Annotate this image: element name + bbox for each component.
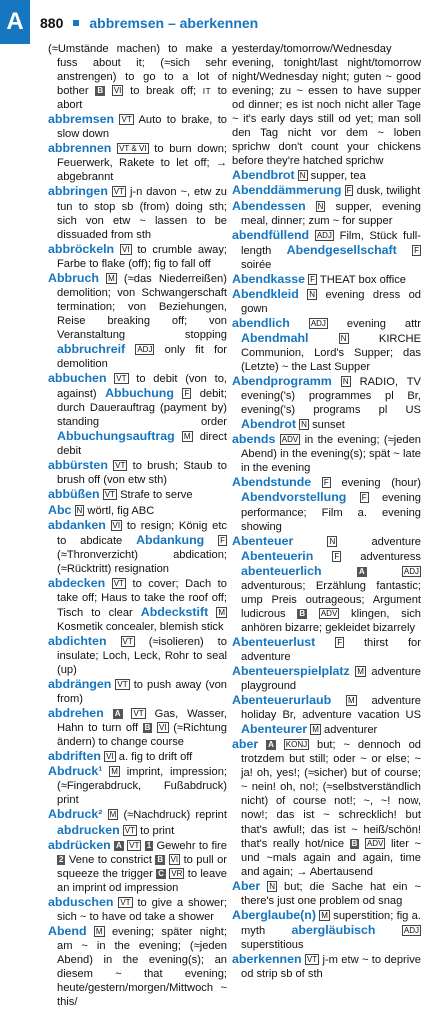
definition: KIRCHE Communion, Lord's Supper; das (Letzte) ~ the Last Supper	[241, 332, 421, 374]
definition: to give a shower; sich ~ to have od take a shower	[57, 896, 227, 923]
headword: abduschen	[48, 894, 114, 909]
definition: Auto to brake, to slow down	[57, 114, 227, 141]
headword: abbruchreif	[57, 341, 126, 356]
letter-tab-label: A	[6, 8, 24, 35]
entry	[232, 199, 421, 228]
grammar-label: KONJ	[285, 740, 308, 750]
grammar-label: N	[76, 505, 83, 515]
headword: abbrennen	[48, 141, 112, 156]
headword: Abbuchungsauftrag	[57, 429, 175, 444]
letter-tab	[0, 0, 30, 44]
entry	[232, 737, 421, 878]
grammar-label: VT	[120, 897, 131, 907]
definition: adventurer	[324, 724, 378, 737]
grammar-label: VT	[121, 115, 132, 125]
headword: aber	[232, 737, 259, 752]
grammar-label: VT	[113, 187, 125, 197]
headword: Abendprogramm	[232, 374, 332, 389]
definition: to brush; Staub to brush off (von etw sth)	[57, 460, 227, 487]
grammar-label: VI	[113, 86, 122, 96]
grammar-label: M	[347, 696, 355, 706]
page-range: abbremsen – aberkennen	[89, 15, 259, 31]
headword: Abendstunde	[232, 475, 312, 490]
definition: debit; durch Dauerauftrag (payment by) standing order	[57, 388, 227, 429]
headword: Abend	[48, 923, 87, 938]
grammar-label: M	[109, 810, 117, 820]
definition: superstitious	[241, 938, 304, 951]
grammar-label: M	[111, 767, 118, 777]
headword: abends	[232, 432, 276, 447]
grammar-label: A	[114, 709, 121, 719]
definition: to cover; Dach to take off; Haus to take the roof off; Tisch to clear	[57, 577, 227, 619]
grammar-label: ADJ	[137, 344, 153, 354]
grammar-label: M	[183, 432, 191, 442]
definition: wörtl, fig ABC	[87, 504, 155, 517]
entry	[48, 458, 227, 487]
headword: abdriften	[48, 749, 102, 764]
headword: abdichten	[48, 633, 107, 648]
grammar-label: 1	[146, 840, 152, 850]
grammar-label: F	[310, 274, 316, 284]
definition: soirée	[241, 258, 272, 271]
grammar-label: F	[414, 245, 419, 255]
definition: Film, Stück full-length	[241, 229, 421, 257]
grammar-label: N	[299, 171, 306, 181]
grammar-label: 2	[59, 854, 64, 864]
headword: Aberglaube(n)	[232, 907, 316, 922]
definition: liter ~ und ~mals again and again, time and again; → Abertausend	[241, 837, 421, 878]
entry-continuation	[232, 42, 421, 168]
grammar-label: N	[309, 289, 315, 299]
grammar-label: F	[334, 551, 340, 561]
entry	[232, 287, 421, 316]
headword: Abendkasse	[232, 271, 306, 286]
definition: to crumble away; Farbe to flake (off); fig to fall off	[57, 243, 227, 270]
entry	[48, 371, 227, 458]
definition: to resign; König etc to abdicate	[57, 519, 227, 547]
grammar-label: ADV	[366, 838, 384, 848]
definition: evening performance; Film a. evening showing	[241, 492, 421, 533]
entry	[232, 693, 421, 737]
grammar-label: M	[218, 607, 225, 617]
grammar-label: VI	[159, 723, 167, 733]
entry	[232, 432, 421, 475]
headword: abendlich	[232, 315, 290, 330]
grammar-label: F	[337, 637, 343, 647]
grammar-label: F	[361, 493, 367, 503]
grammar-label: ADJ	[310, 318, 326, 328]
definition: yesterday/tomorrow/Wednesday evening, tonight/last night/tomorrow night/Wednesday night; guten ~ good evening; zu ~ essen to have supper od dinner; es ist noch nicht aller Tage ~ it's early days still od yet; man soll den Tag nicht vor dem ~ loben sprichw don't count your chickens before they're hatched sprichw	[232, 43, 421, 168]
definition: evening dress od gown	[241, 288, 421, 315]
entry	[48, 706, 227, 749]
grammar-label: VT	[129, 840, 140, 850]
entry	[232, 908, 421, 952]
headword: Abenteuerlust	[232, 634, 316, 649]
definition: Vene to constrict	[68, 853, 152, 866]
entry	[48, 112, 227, 141]
grammar-label: M	[312, 725, 319, 735]
definition: j-n davon ~, etw zu tun to stop sb (from) doing sth; sich von etw ~ lassen to be dissuaded from sth	[57, 186, 227, 241]
grammar-label: VT	[124, 825, 136, 835]
headword: abdecken	[48, 575, 106, 590]
grammar-label: VI	[106, 752, 114, 762]
grammar-label: VI	[170, 854, 179, 864]
grammar-label: B	[97, 86, 104, 96]
grammar-label: VT	[115, 461, 126, 471]
definition: to debit (von to, against)	[57, 373, 227, 401]
headword: Abdankung	[136, 532, 205, 547]
headword: Abendvorstellung	[241, 490, 347, 505]
grammar-label: N	[269, 881, 276, 891]
definition: imprint, impression; (≈Fingerabdruck, Fußabdruck) print	[57, 766, 227, 807]
headword: abbüßen	[48, 487, 100, 502]
grammar-label: VT & VI	[119, 144, 147, 154]
definition: to print	[140, 824, 175, 837]
grammar-label: VT	[113, 578, 124, 588]
left-column	[48, 42, 227, 1009]
headword: abendfüllend	[232, 227, 310, 242]
definition: evening; später night; am ~ in the evening; (≈jeden Abend) in the evening(s); an diesem ~ that evening; heute/gestern/morgen/Mittwoch ~ this/	[57, 925, 227, 1009]
definition: dusk, twilight	[356, 185, 421, 198]
definition: supper, tea	[310, 170, 366, 183]
headword: abdrehen	[48, 706, 104, 721]
grammar-label: VT	[104, 490, 115, 500]
headword: Abendkleid	[232, 286, 299, 301]
grammar-label: IT	[202, 86, 211, 97]
definition: superstition; fig a. myth	[241, 909, 421, 937]
entry	[48, 807, 227, 837]
definition: sunset	[312, 419, 345, 432]
definition: evening attr	[346, 317, 421, 330]
grammar-label: M	[95, 926, 103, 936]
headword: abbuchen	[48, 371, 107, 386]
entry	[48, 749, 227, 764]
entry	[232, 272, 421, 287]
grammar-label: VT	[116, 374, 127, 384]
definition: adventure holiday Br, adventure vacation US	[241, 695, 421, 722]
definition: adventure playground	[241, 666, 421, 693]
definition: (≈Nachdruck) reprint	[123, 809, 227, 822]
grammar-label: A	[268, 740, 274, 750]
grammar-label: B	[351, 838, 358, 848]
definition: direct debit	[57, 431, 227, 458]
definition: evening (hour)	[341, 477, 421, 490]
grammar-label: VT	[306, 954, 318, 964]
grammar-label: N	[329, 536, 336, 546]
grammar-label: ADJ	[403, 925, 419, 935]
entry	[232, 316, 421, 374]
entry	[48, 677, 227, 706]
entry-continuation	[48, 42, 227, 112]
definition: a. fig to drift off	[118, 751, 193, 764]
entry	[232, 664, 421, 693]
grammar-label: N	[317, 201, 324, 211]
grammar-label: VR	[171, 868, 183, 878]
entry	[48, 518, 227, 576]
grammar-label: B	[144, 723, 151, 733]
headword: Abbuchung	[105, 386, 174, 401]
headword: Abenteuerin	[241, 548, 314, 563]
grammar-label: VI	[112, 520, 121, 530]
headword: Abenddämmerung	[232, 183, 342, 198]
entry	[48, 271, 227, 371]
grammar-label: ADJ	[403, 566, 419, 576]
headword: Aber	[232, 878, 261, 893]
definition: Gewehr to fire	[156, 839, 227, 852]
entry	[48, 184, 227, 241]
definition: (≈isolieren) to insulate; Loch, Leck, Rohr to seal (up)	[57, 635, 227, 677]
definition: adventure	[371, 535, 421, 548]
headword: Abendmahl	[241, 330, 309, 345]
entry	[232, 374, 421, 432]
definition: to push away (von from)	[57, 679, 227, 706]
entry	[48, 895, 227, 924]
grammar-label: ADJ	[316, 230, 332, 240]
grammar-label: N	[340, 333, 347, 343]
grammar-label: F	[323, 478, 329, 488]
definition: THEAT box office	[319, 273, 406, 286]
entry	[232, 475, 421, 533]
entry	[48, 242, 227, 271]
page-header	[40, 13, 419, 33]
definition: (≈Richtung ändern) to change course	[57, 722, 227, 749]
headword: Abendgesellschaft	[286, 242, 397, 257]
headword: Abendrot	[241, 417, 297, 432]
headword: Abdeckstift	[140, 604, 209, 619]
grammar-label: VT	[117, 680, 128, 690]
definition: Kosmetik concealer, blemish stick	[57, 620, 224, 633]
entry	[232, 534, 421, 635]
definition: to pull or squeeze the trigger	[57, 853, 227, 880]
definition: j-m etw ~ to deprive od strip sb of sth	[241, 953, 421, 980]
entry	[48, 141, 227, 184]
headword: abdrücken	[48, 837, 111, 852]
definition: but; ~ dennoch od trotzdem but still; oder ~ or else; ~ ja! oh, yes!; (≈sicher) but of course; ~ nein! oh, no!; (≈selbstverständlich nicht) of course not!; ~, ~! now, now!; das ist ~ schrecklich! but that's awful!; das ist ~ heiß/schön! that's really hot/nice	[241, 739, 421, 850]
definition: to break off;	[130, 85, 197, 98]
headword: Abenteurer	[241, 722, 308, 737]
definition: (≈Umstände machen) to make a fuss about it; (≈sich sehr anstrengen) to go to a lot of bother	[48, 43, 227, 98]
headword: abergläubisch	[291, 922, 376, 937]
headword: Abenteuer	[232, 533, 294, 548]
grammar-label: M	[357, 667, 364, 677]
headword: Abenteuerspielplatz	[232, 664, 350, 679]
definition: only fit for demolition	[57, 343, 227, 371]
grammar-label: VI	[121, 244, 130, 254]
grammar-label: B	[157, 854, 164, 864]
grammar-label: A	[116, 840, 122, 850]
headword: Abendessen	[232, 198, 306, 213]
entry	[48, 924, 227, 1009]
definition: RADIO, TV evening('s) programmes pl Br, evening('s) programs pl US	[241, 376, 421, 417]
entry	[232, 228, 421, 272]
definition: (≈das Niederreißen) demolition; von Schwangerschaft termination; von Beziehungen, Reise breaking off; von Veranstaltung stopping	[57, 272, 227, 341]
entry	[232, 168, 421, 183]
entry	[232, 952, 421, 981]
entry	[48, 503, 227, 518]
definition: to leave an imprint od impression	[57, 867, 227, 894]
grammar-label: N	[342, 377, 349, 387]
headword: abenteuerlich	[241, 563, 322, 578]
grammar-label: M	[321, 910, 328, 920]
entry	[48, 764, 227, 807]
definition: in the evening; (≈jeden Abend) in the evening(s); spät ~ late in the evening	[241, 434, 421, 475]
definition: adventuress	[360, 550, 421, 563]
headword: abdrucken	[57, 822, 120, 837]
headword: abdanken	[48, 517, 106, 532]
definition: (≈Thronverzicht) abdication; (≈Rücktritt) resignation	[57, 548, 227, 575]
definition: Strafe to serve	[120, 489, 193, 502]
definition: thirst for adventure	[241, 636, 421, 663]
page-number: 880	[40, 15, 64, 31]
grammar-label: C	[158, 868, 164, 878]
definition: to abort	[57, 85, 227, 112]
entry	[232, 183, 421, 198]
entry	[232, 635, 421, 664]
grammar-label: M	[108, 273, 115, 283]
headword: abbröckeln	[48, 241, 115, 256]
entry	[48, 634, 227, 677]
headword: abbremsen	[48, 112, 115, 127]
definition: but; die Sache hat ein ~ there's just one problem od snag	[241, 880, 421, 907]
headword: Abdruck²	[48, 807, 103, 822]
grammar-label: B	[299, 608, 306, 618]
entry	[48, 487, 227, 502]
headword: abbürsten	[48, 458, 108, 473]
entry	[48, 576, 227, 634]
headword: Abenteuerurlaub	[232, 693, 332, 708]
headword: aberkennen	[232, 951, 302, 966]
bullet-square-icon	[73, 20, 79, 26]
headword: abbringen	[48, 184, 108, 199]
headword: Abdruck¹	[48, 764, 103, 779]
definition: adventurous; Erzählung fantastic; ump Preis outrageous; Argument ludicrous	[241, 579, 421, 620]
grammar-label: ADV	[320, 608, 338, 618]
grammar-label: F	[184, 389, 190, 399]
grammar-label: VT	[122, 636, 133, 646]
grammar-label: F	[220, 535, 225, 545]
headword: Abc	[48, 502, 72, 517]
entry	[48, 838, 227, 895]
grammar-label: N	[301, 420, 307, 430]
definition: supper, evening meal, dinner; zum ~ for supper	[241, 200, 421, 227]
headword: Abbruch	[48, 270, 99, 285]
right-column	[232, 42, 421, 981]
definition: klingen, sich anhören bizarre; gekleidet bizarrely	[241, 607, 421, 634]
definition: Gas, Wasser, Hahn to turn off	[57, 708, 227, 735]
definition: to burn down; Feuerwerk, Rakete to let off; → abgebrannt	[57, 143, 227, 184]
grammar-label: VT	[133, 709, 144, 719]
grammar-label: A	[358, 566, 365, 576]
grammar-label: F	[346, 186, 352, 196]
entry	[232, 879, 421, 908]
headword: abdrängen	[48, 677, 112, 692]
grammar-label: ADV	[281, 435, 299, 445]
headword: Abendbrot	[232, 168, 295, 183]
